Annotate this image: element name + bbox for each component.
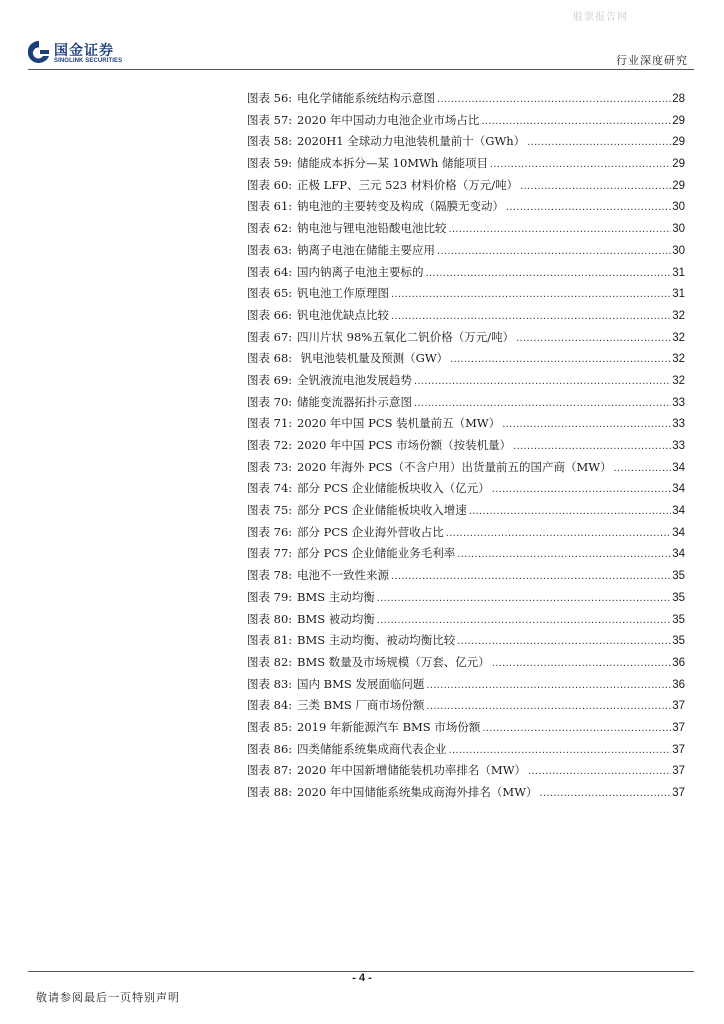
figure-title: BMS 数量及市场规模（万套、亿元） xyxy=(297,654,490,669)
figure-title: 储能成本拆分—某 10MWh 储能项目 xyxy=(297,156,488,171)
dot-leader xyxy=(414,371,671,393)
toc-entry-label xyxy=(247,435,511,457)
page-ref: 34 xyxy=(672,483,685,496)
logo-chinese-name: 国金证券 xyxy=(54,43,114,59)
dot-leader xyxy=(414,393,671,415)
page-ref: 31 xyxy=(672,288,685,301)
toc-entry-label xyxy=(247,652,490,674)
page-ref: 33 xyxy=(672,396,685,409)
figure-number: 图表 61: xyxy=(247,199,293,214)
toc-entry[interactable] xyxy=(247,348,685,370)
figure-title: BMS 主动均衡、被动均衡比较 xyxy=(297,633,456,648)
disclaimer-note: 敬请参阅最后一页特别声明 xyxy=(36,991,180,1004)
dot-leader xyxy=(492,479,671,501)
figure-number: 图表 72: xyxy=(247,438,293,452)
figure-number: 图表 78: xyxy=(247,568,293,583)
figure-number: 图表 57: xyxy=(247,112,293,127)
toc-entry[interactable] xyxy=(247,392,685,414)
figure-title: 钒电池优缺点比较 xyxy=(297,307,389,322)
toc-entry-label xyxy=(247,370,412,392)
toc-entry-label xyxy=(247,782,538,804)
figure-title: BMS 主动均衡 xyxy=(297,589,375,604)
figure-title: 储能变流器拓扑示意图 xyxy=(297,394,412,409)
figure-number: 图表 88: xyxy=(247,785,293,799)
toc-entry[interactable] xyxy=(247,782,685,804)
dot-leader xyxy=(469,501,671,523)
page-header xyxy=(28,38,694,70)
page-ref: 34 xyxy=(672,505,685,518)
toc-entry[interactable] xyxy=(247,370,685,392)
dot-leader xyxy=(513,436,671,458)
page-ref: 35 xyxy=(672,635,685,648)
toc-entry[interactable] xyxy=(247,327,685,349)
figure-number: 图表 74: xyxy=(247,481,293,496)
dot-leader xyxy=(614,458,672,480)
toc-entry-label xyxy=(247,522,444,544)
figure-title: BMS 被动均衡 xyxy=(297,611,375,626)
toc-entry[interactable] xyxy=(247,587,685,609)
header-divider xyxy=(28,69,694,70)
toc-entry[interactable] xyxy=(247,522,685,544)
figure-number: 图表 77: xyxy=(247,546,293,561)
figure-title: 四川片状 98%五氧化二钒价格（万元/吨） xyxy=(297,329,515,344)
page-ref: 34 xyxy=(672,526,685,539)
figure-title: 钒电池工作原理图 xyxy=(297,286,389,301)
toc-entry[interactable] xyxy=(247,413,685,435)
page-ref: 35 xyxy=(672,591,685,604)
dot-leader xyxy=(377,588,671,610)
figure-number: 图表 56: xyxy=(247,91,293,105)
figure-title: 部分 PCS 企业储能板块收入（亿元） xyxy=(297,481,490,496)
toc-entry-label xyxy=(247,305,389,327)
toc-entry[interactable] xyxy=(247,218,685,240)
dot-leader xyxy=(426,696,671,718)
figure-number: 图表 71: xyxy=(247,416,293,431)
figure-number: 图表 70: xyxy=(247,394,293,409)
page-ref: 30 xyxy=(672,223,685,236)
toc-entry-label xyxy=(247,674,424,696)
toc-entry[interactable] xyxy=(247,609,685,631)
page-ref: 32 xyxy=(672,309,685,322)
watermark-text: 股票报告网 xyxy=(573,12,628,23)
page-ref: 34 xyxy=(672,461,685,474)
toc-entry-label xyxy=(247,478,490,500)
figure-title: 全钒液流电池发展趋势 xyxy=(297,372,412,387)
figure-title: 2019 年新能源汽车 BMS 市场份额 xyxy=(297,719,481,734)
figure-title: 2020 年海外 PCS（不含户用）出货量前五的国产商（MW） xyxy=(297,459,612,474)
page-ref: 36 xyxy=(672,678,685,691)
figure-number: 图表 64: xyxy=(247,264,293,279)
figure-title: 国内钠离子电池主要标的 xyxy=(297,264,424,279)
figure-number: 图表 58: xyxy=(247,134,293,149)
toc-entry[interactable] xyxy=(247,478,685,500)
page-ref: 34 xyxy=(672,548,685,561)
figure-number: 图表 76: xyxy=(247,524,293,539)
toc-entry-label xyxy=(247,327,514,349)
toc-entry[interactable] xyxy=(247,695,685,717)
page-ref: 29 xyxy=(672,179,685,192)
figure-title: 2020 年中国 PCS 装机量前五（MW） xyxy=(297,416,501,431)
dot-leader xyxy=(540,783,672,805)
figure-number: 图表 86: xyxy=(247,741,293,756)
dot-leader xyxy=(457,631,671,653)
figure-title: 2020H1 全球动力电池装机量前十（GWh） xyxy=(297,134,526,149)
figure-number: 图表 87: xyxy=(247,763,293,778)
toc-entry-label xyxy=(247,348,448,370)
dot-leader xyxy=(506,197,671,219)
toc-entry[interactable] xyxy=(247,435,685,457)
toc-entry-label xyxy=(247,565,389,587)
figure-number: 图表 69: xyxy=(247,372,293,387)
toc-entry[interactable] xyxy=(247,131,685,153)
dot-leader xyxy=(520,176,671,198)
toc-entry-label xyxy=(247,110,479,132)
toc-entry-label xyxy=(247,695,424,717)
page-ref: 29 xyxy=(672,136,685,149)
toc-entry[interactable] xyxy=(247,630,685,652)
toc-entry-label xyxy=(247,196,504,218)
figure-number: 图表 63: xyxy=(247,242,293,257)
page-ref: 32 xyxy=(672,353,685,366)
toc-entry[interactable] xyxy=(247,262,685,284)
figure-number: 图表 67: xyxy=(247,329,293,344)
toc-entry[interactable] xyxy=(247,196,685,218)
figure-title: 部分 PCS 企业海外营收占比 xyxy=(297,524,444,539)
dot-leader xyxy=(502,414,671,436)
toc-entry-label xyxy=(247,609,375,631)
page-ref: 35 xyxy=(672,570,685,583)
figure-number: 图表 85: xyxy=(247,719,293,734)
dot-leader xyxy=(450,349,671,371)
page-ref: 35 xyxy=(672,613,685,626)
dot-leader xyxy=(516,328,671,350)
toc-entry-label xyxy=(247,283,389,305)
toc-entry[interactable] xyxy=(247,153,685,175)
figure-title: 2020 年中国动力电池企业市场占比 xyxy=(297,112,480,127)
page-ref: 37 xyxy=(672,787,685,799)
toc-entry-label xyxy=(247,153,488,175)
figure-number: 图表 84: xyxy=(247,698,293,713)
page-ref: 32 xyxy=(672,331,685,344)
toc-entry-label xyxy=(247,457,612,479)
figure-number: 图表 60: xyxy=(247,177,293,192)
figure-number: 图表 66: xyxy=(247,307,293,322)
page-ref: 30 xyxy=(672,201,685,214)
figure-number: 图表 82: xyxy=(247,654,293,669)
figure-number: 图表 81: xyxy=(247,633,293,648)
page-ref: 29 xyxy=(672,114,685,127)
toc-entry-label xyxy=(247,262,424,284)
figure-number: 图表 79: xyxy=(247,589,293,604)
dot-leader xyxy=(527,132,671,154)
toc-entry-label xyxy=(247,240,435,262)
figure-number: 图表 62: xyxy=(247,221,293,236)
company-logo xyxy=(28,40,148,70)
figure-title: 部分 PCS 企业储能业务毛利率 xyxy=(297,546,456,561)
toc-entry[interactable] xyxy=(247,175,685,197)
toc-entry-label xyxy=(247,717,480,739)
toc-entry-label xyxy=(247,175,518,197)
page-ref: 33 xyxy=(672,418,685,431)
figure-title: 2020 年中国 PCS 市场份额（按装机量） xyxy=(297,438,512,452)
dot-leader xyxy=(391,566,671,588)
toc-entry-label xyxy=(247,587,375,609)
toc-entry[interactable] xyxy=(247,283,685,305)
report-type-label: 行业深度研究 xyxy=(616,54,688,67)
dot-leader xyxy=(391,306,671,328)
figure-title: 钠电池与锂电池铅酸电池比较 xyxy=(297,221,447,236)
dot-leader xyxy=(437,89,671,111)
toc-entry-label xyxy=(247,88,435,110)
figure-title: 电化学储能系统结构示意图 xyxy=(297,91,435,105)
figure-index-list xyxy=(247,88,685,804)
dot-leader xyxy=(492,653,671,675)
figure-title: 2020 年中国新增储能装机功率排名（MW） xyxy=(297,763,527,778)
toc-entry-label xyxy=(247,630,455,652)
dot-leader xyxy=(446,523,671,545)
toc-entry[interactable] xyxy=(247,457,685,479)
toc-entry-label xyxy=(247,760,526,782)
dot-leader xyxy=(457,544,671,566)
figure-title: 钒电池装机量及预测（GW） xyxy=(297,351,449,366)
page-ref: 37 xyxy=(672,765,685,778)
page-ref: 28 xyxy=(672,93,685,105)
toc-entry[interactable] xyxy=(247,717,685,739)
toc-entry[interactable] xyxy=(247,305,685,327)
toc-entry[interactable] xyxy=(247,500,685,522)
page-ref: 37 xyxy=(672,743,685,756)
toc-entry-label xyxy=(247,218,447,240)
page-ref: 36 xyxy=(672,656,685,669)
dot-leader xyxy=(449,219,672,241)
dot-leader xyxy=(391,284,671,306)
dot-leader xyxy=(528,761,671,783)
dot-leader xyxy=(482,718,671,740)
dot-leader xyxy=(377,610,671,632)
toc-entry-label xyxy=(247,392,412,414)
toc-entry[interactable] xyxy=(247,652,685,674)
figure-title: 钠离子电池在储能主要应用 xyxy=(297,242,435,257)
figure-title: 三类 BMS 厂商市场份额 xyxy=(297,698,425,713)
dot-leader xyxy=(481,111,671,133)
page-ref: 30 xyxy=(672,244,685,257)
figure-number: 图表 73: xyxy=(247,459,293,474)
toc-entry[interactable] xyxy=(247,240,685,262)
dot-leader xyxy=(426,675,671,697)
figure-title: 钠电池的主要转变及构成（隔膜无变动） xyxy=(297,199,504,214)
figure-title: 电池不一致性来源 xyxy=(297,568,389,583)
dot-leader xyxy=(426,263,672,285)
toc-entry[interactable] xyxy=(247,739,685,761)
toc-entry-label xyxy=(247,739,447,761)
toc-entry[interactable] xyxy=(247,110,685,132)
page-ref: 29 xyxy=(672,158,685,171)
page-ref: 37 xyxy=(672,721,685,734)
page-number: - 4 - xyxy=(352,972,372,984)
page-ref: 31 xyxy=(672,266,685,279)
toc-entry[interactable] xyxy=(247,565,685,587)
figure-title: 2020 年中国储能系统集成商海外排名（MW） xyxy=(297,785,538,799)
figure-title: 国内 BMS 发展面临问题 xyxy=(297,676,425,691)
page-ref: 33 xyxy=(672,440,685,452)
page-ref: 32 xyxy=(672,374,685,387)
dot-leader xyxy=(437,241,671,263)
toc-entry[interactable] xyxy=(247,543,685,565)
toc-entry[interactable] xyxy=(247,88,685,110)
toc-entry-label xyxy=(247,543,455,565)
figure-title: 部分 PCS 企业储能板块收入增速 xyxy=(297,503,467,518)
toc-entry-label xyxy=(247,131,525,153)
toc-entry[interactable] xyxy=(247,760,685,782)
figure-number: 图表 65: xyxy=(247,286,293,301)
figure-number: 图表 68: xyxy=(247,351,293,366)
page-ref: 37 xyxy=(672,700,685,713)
toc-entry-label xyxy=(247,500,467,522)
sinolink-logo-icon xyxy=(28,40,50,66)
figure-number: 图表 59: xyxy=(247,156,293,171)
figure-title: 四类储能系统集成商代表企业 xyxy=(297,741,447,756)
dot-leader xyxy=(449,740,672,762)
dot-leader xyxy=(490,154,671,176)
toc-entry[interactable] xyxy=(247,674,685,696)
toc-entry-label xyxy=(247,413,500,435)
figure-number: 图表 83: xyxy=(247,676,293,691)
figure-title: 正极 LFP、三元 523 材料价格（万元/吨） xyxy=(297,177,519,192)
logo-english-name: SINOLINK SECURITIES xyxy=(54,58,123,64)
figure-number: 图表 75: xyxy=(247,503,293,518)
figure-number: 图表 80: xyxy=(247,611,293,626)
